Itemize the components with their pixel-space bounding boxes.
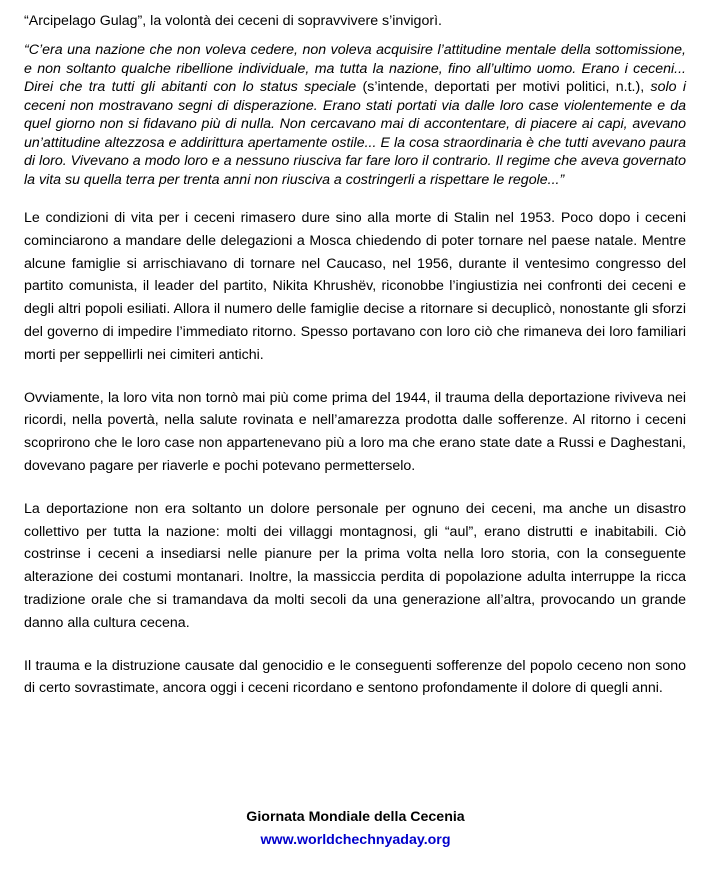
paragraph-trauma: Ovviamente, la loro vita non tornò mai più come prima del 1944, il trauma della deportazione riviveva nei ricordi, nella povertà, nella salute rovinata e nell’amarezza prodotta dalle sofferenze. Al ritorno i ceceni scoprirono che le loro case non appartenevano più a loro ma che erano state date a Russi e Daghestani, dovevano pagare per riaverle e pochi potevano permetterselo. — [24, 389, 686, 474]
paragraph-return: Le condizioni di vita per i ceceni rimasero dure sino alla morte di Stalin nel 1953. Poco dopo i ceceni cominciarono a mandare delle delegazioni a Mosca chiedendo di poter tornare nel paese natale. Mentre alcune famiglie si arrischiavano di tornare nel Caucaso, nel 1956, durante il ventesimo congresso del partito comunista, il leader del partito, Nikita Khrushëv, riconobbe l’ingiustizia nei confronti dei ceceni e degli altri popoli esiliati. Allora il numero delle famiglie decise a ritornare si decuplicò, nonostante gli sforzi del governo di impedire l’immediato ritorno. Spesso portavano con loro ciò che rimaneva dei loro familiari morti per seppellirli nei cimiteri antichi. — [24, 210, 686, 363]
paragraph-conclusion: Il trauma e la distruzione causate dal genocidio e le conseguenti sofferenze del popolo ceceno non sono di certo sovrastimate, ancora oggi i ceceni ricordano e sentono profondamente il dolore di quegli anni. — [24, 657, 686, 697]
quote-text-part1: “C’era una nazione che non voleva cedere, non voleva acquisire l’attitudine mentale della sottomissione, e non soltanto qualche ribellione individuale, ma tutta la nazione, fino all’ultimo uomo. Erano i ceceni... Direi che tra tutti gli abitanti con lo status speciale — [24, 42, 686, 95]
footer-website-link[interactable]: www.worldchechnyaday.org — [260, 832, 451, 848]
quote-translator-note: (s’intende, deportati per motivi politici, n.t.), — [356, 79, 651, 95]
solzhenitsyn-quote — [24, 41, 686, 189]
footer-title: Giornata Mondiale della Cecenia — [246, 809, 465, 825]
document-heading: “Arcipelago Gulag”, la volontà dei ceceni di sopravvivere s’invigorì. — [24, 13, 442, 29]
paragraph-collective-disaster: La deportazione non era soltanto un dolore personale per ognuno dei ceceni, ma anche un disastro collettivo per tutta la nazione: molti dei villaggi montagnosi, gli “aul”, erano distrutti e inabitabili. Ciò costrinse i ceceni a insediarsi nelle pianure per la prima volta nella loro storia, con la conseguente alterazione dei costumi montanari. Inoltre, la massiccia perdita di popolazione adulta interruppe la ricca tradizione orale che si tramandava da molti secoli da una generazione all’altra, provocando un grande danno alla cultura cecena. — [24, 500, 686, 631]
document-body — [24, 10, 686, 700]
quote-text-part2: solo i ceceni non mostravano segni di disperazione. Erano stati portati via dalle loro case violentemente e da quel giorno non si fidavano più di nulla. Non cercavano mai di accontentare, di piacere ai capi, avevano un’attitudine altezzosa e addirittura apertamente ostile... E la cosa straordinaria è che tutti avevano paura di loro. Vivevano a modo loro e a nessuno riusciva far fare loro il contrario. Il regime che aveva governato la vita su quella terra per trenta anni non riusciva a costringerli a rispettare le regole...” — [24, 79, 686, 188]
